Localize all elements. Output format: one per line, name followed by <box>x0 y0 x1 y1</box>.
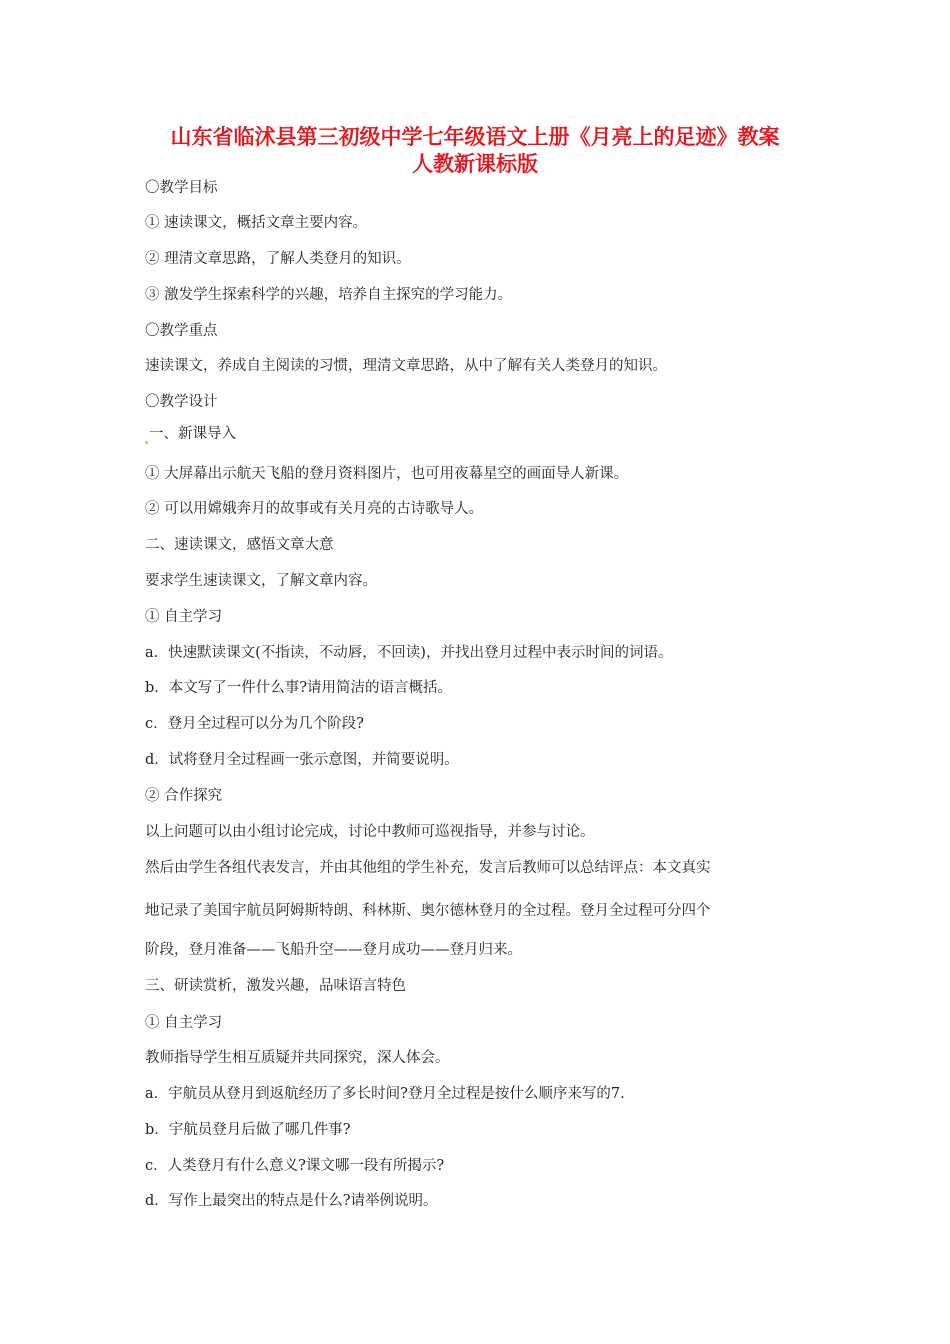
part-3-question-c: c．人类登月有什么意义?课文哪一段有所揭示? <box>145 1158 445 1174</box>
document-title-line-2: 人教新课标版 <box>412 152 538 176</box>
section-heading-key-points: 〇教学重点 <box>145 323 218 339</box>
part-2-question-b: b．本文写了一件什么事?请用简洁的语言概括。 <box>145 680 453 696</box>
part-1-heading-text: 一、新课导入 <box>149 426 236 442</box>
part-3-question-b: b．宇航员登月后做了哪几件事? <box>145 1122 351 1138</box>
part-3-heading: 三、研读赏析，激发兴趣，品味语言特色 <box>145 978 406 994</box>
part-3-question-d: d．写作上最突出的特点是什么?请举例说明。 <box>145 1193 438 1209</box>
part-2-intro: 要求学生速读课文，了解文章内容。 <box>145 573 377 589</box>
part-2-question-a: a．快速默读课文(不指读，不动唇，不回读)，并找出登月过程中表示时间的词语。 <box>145 645 673 661</box>
part-2-heading: 二、速读课文，感悟文章大意 <box>145 537 334 553</box>
summary-paragraph-line-2: 地记录了美国宇航员阿姆斯特朗、科林斯、奥尔德林登月的全过程。登月全过程可分四个 <box>145 903 711 919</box>
summary-paragraph-line-1: 然后由学生各组代表发言，并由其他组的学生补充，发言后教师可以总结评点：本文真实 <box>145 860 711 876</box>
part-2-question-c: c．登月全过程可以分为几个阶段? <box>145 716 364 732</box>
objective-item-1: ① 速读课文，概括文章主要内容。 <box>145 215 368 231</box>
part-1-item-1: ① 大屏幕出示航天飞船的登月资料图片，也可用夜幕星空的画面导人新课。 <box>145 466 629 482</box>
part-2-self-study-heading: ① 自主学习 <box>145 609 223 625</box>
part-3-intro: 教师指导学生相互质疑并共同探究，深人体会。 <box>145 1050 450 1066</box>
part-1-heading <box>145 424 236 444</box>
objective-item-3: ③ 激发学生探索科学的兴趣，培养自主探究的学习能力。 <box>145 287 513 303</box>
part-2-question-d: d．试将登月全过程画一张示意图，并简要说明。 <box>145 752 459 768</box>
key-points-text: 速读课文，养成自主阅读的习惯，理清文章思路，从中了解有关人类登月的知识。 <box>145 358 667 374</box>
part-3-question-a: a．宇航员从登月到返航经历了多长时间?登月全过程是按什么顺序来写的7. <box>145 1086 625 1102</box>
part-1-item-2: ② 可以用嫦娥奔月的故事或有关月亮的古诗歌导人。 <box>145 501 484 517</box>
part-2-cooperation-heading: ② 合作探究 <box>145 788 223 804</box>
section-heading-design: 〇教学设计 <box>145 394 218 410</box>
section-heading-objectives: 〇教学目标 <box>145 180 218 196</box>
summary-paragraph-line-3: 阶段，登月准备——飞船升空——登月成功——登月归来。 <box>145 942 522 958</box>
scan-speck <box>145 441 148 444</box>
part-2-cooperation-text: 以上问题可以由小组讨论完成，讨论中教师可巡视指导，并参与讨论。 <box>145 824 595 840</box>
document-title-line-1: 山东省临沭县第三初级中学七年级语文上册《月亮上的足迹》教案 <box>170 125 780 149</box>
part-3-self-study-heading: ① 自主学习 <box>145 1015 223 1031</box>
objective-item-2: ② 理清文章思路，了解人类登月的知识。 <box>145 251 411 267</box>
